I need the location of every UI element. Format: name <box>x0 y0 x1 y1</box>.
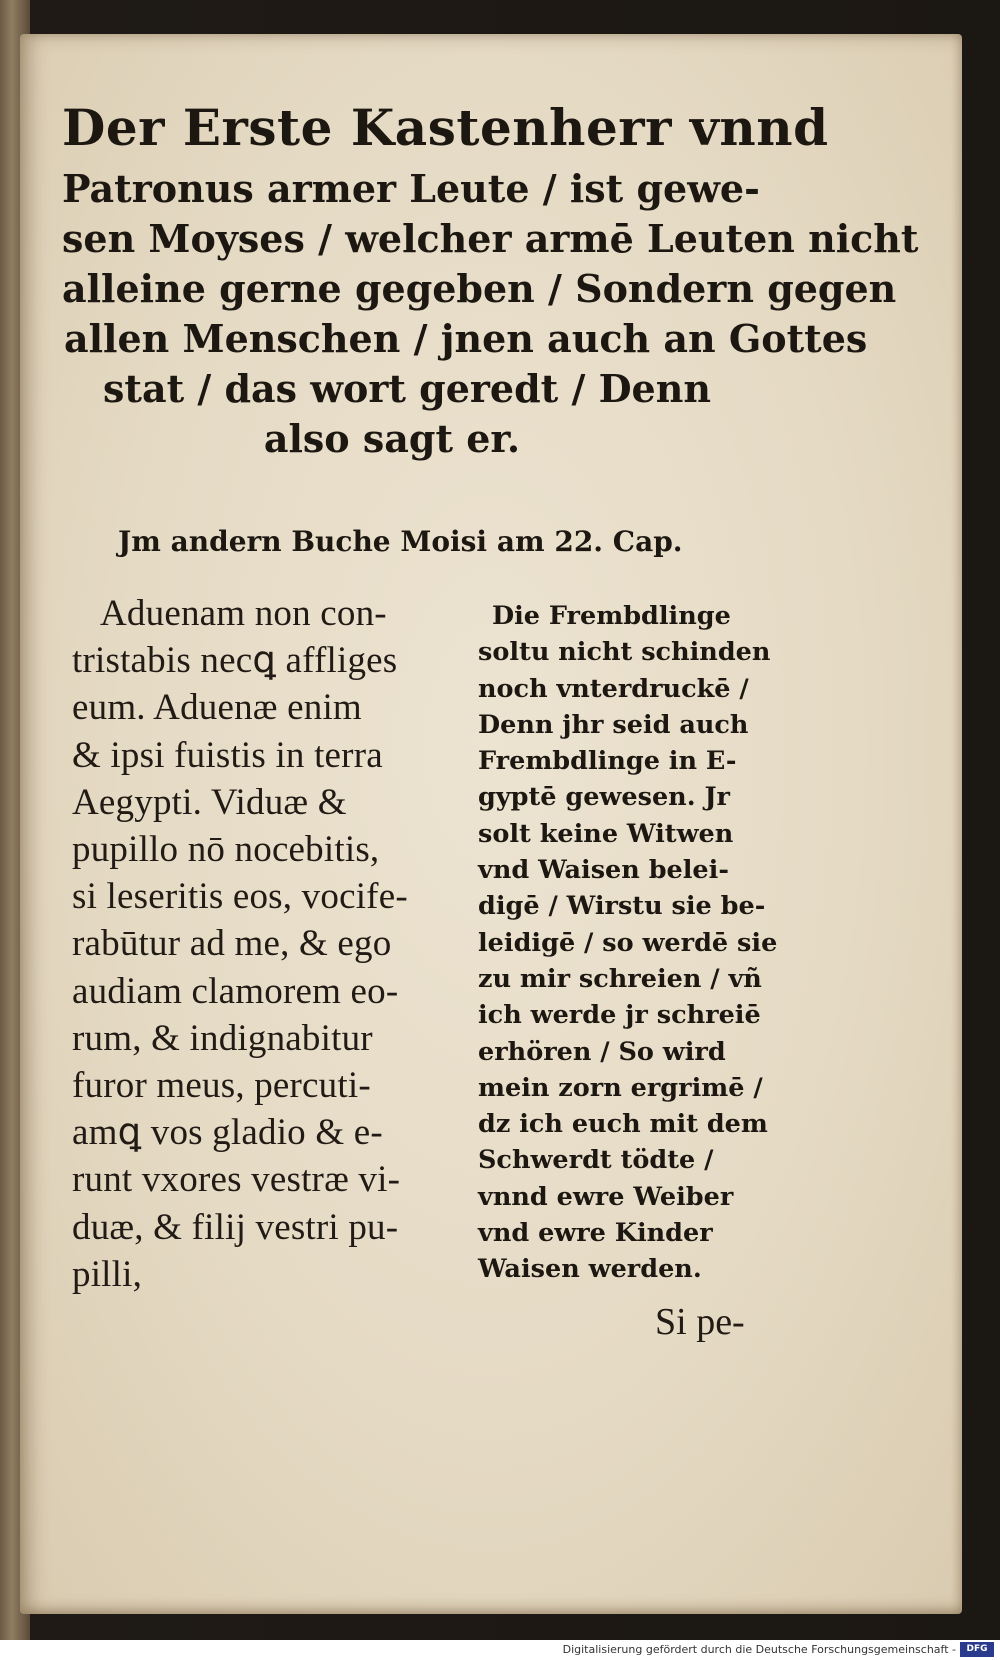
german-line: vnnd ewre Weiber <box>478 1181 734 1212</box>
latin-line: tristabis necꝗ affliges <box>72 640 398 682</box>
latin-line: Aduenam non con- <box>100 593 387 634</box>
german-line: Die Frembdlinge <box>492 601 731 631</box>
latin-line: Aegypti. Viduæ & <box>72 781 347 823</box>
latin-line: pilli, <box>72 1253 143 1295</box>
german-line: zu mir schreien / vñ <box>478 963 762 994</box>
latin-line: amꝗ vos gladio & e- <box>72 1112 383 1154</box>
title-line-3: sen Moyses / welcher armē Leuten nicht <box>62 216 919 261</box>
dfg-logo: DFG <box>960 1642 994 1657</box>
title-block <box>62 92 919 464</box>
german-line: mein zorn ergrimē / <box>478 1072 763 1103</box>
german-line: vnd ewre Kinder <box>478 1218 713 1249</box>
catchword: Si pe- <box>655 1301 745 1343</box>
title-line-6: stat / das wort geredt / Denn <box>103 366 711 411</box>
latin-line: eum. Aduenæ enim <box>72 687 362 729</box>
german-line: ich werde jr schreiē <box>478 1000 761 1031</box>
latin-line: runt vxores vestræ vi- <box>72 1159 401 1201</box>
german-line: digē / Wirstu sie be- <box>478 891 766 922</box>
latin-line: si leseritis eos, vocife- <box>72 876 408 918</box>
german-line: noch vnterdruckē / <box>478 673 749 704</box>
german-line: Waisen werden. <box>478 1254 702 1285</box>
german-line: Denn jhr seid auch <box>478 709 749 740</box>
chapter-reference: Jm andern Buche Moisi am 22. Cap. <box>118 525 683 558</box>
title-line-7: also sagt er. <box>263 416 521 461</box>
german-line: Schwerdt tödte / <box>478 1145 714 1176</box>
german-line: Frembdlinge in E- <box>478 746 737 777</box>
latin-line: & ipsi fuistis in terra <box>72 734 383 776</box>
german-line: dz ich euch mit dem <box>478 1109 768 1140</box>
german-line: solt keine Witwen <box>478 818 734 849</box>
latin-line: furor meus, percuti- <box>72 1065 371 1107</box>
german-line: gyptē gewesen. Jr <box>478 782 730 813</box>
german-line: leidigē / so werdē sie <box>478 927 778 958</box>
latin-line: rabūtur ad me, & ego <box>72 923 392 965</box>
footer-credit: Digitalisierung gefördert durch die Deutsche Forschungsgemeinschaft - <box>562 1643 956 1656</box>
german-column <box>478 598 778 1288</box>
latin-column <box>72 590 462 1298</box>
title-line-2: Patronus armer Leute / ist gewe- <box>62 166 760 211</box>
german-line: soltu nicht schinden <box>478 637 771 668</box>
german-line: vnd Waisen belei- <box>478 855 729 886</box>
latin-line: duæ, & filij vestri pu- <box>72 1206 399 1248</box>
title-line-1: Der Erste Kastenherr vnnd <box>62 98 829 157</box>
title-line-4: alleine gerne gegeben / Sondern gegen <box>62 266 897 311</box>
latin-line: audiam clamorem eo- <box>72 970 399 1012</box>
title-line-5: allen Menschen / jnen auch an Gottes <box>64 316 868 361</box>
german-line: erhören / So wird <box>478 1036 726 1067</box>
latin-line: pupillo nō nocebitis, <box>72 829 380 871</box>
latin-line: rum, & indignabitur <box>72 1017 373 1059</box>
